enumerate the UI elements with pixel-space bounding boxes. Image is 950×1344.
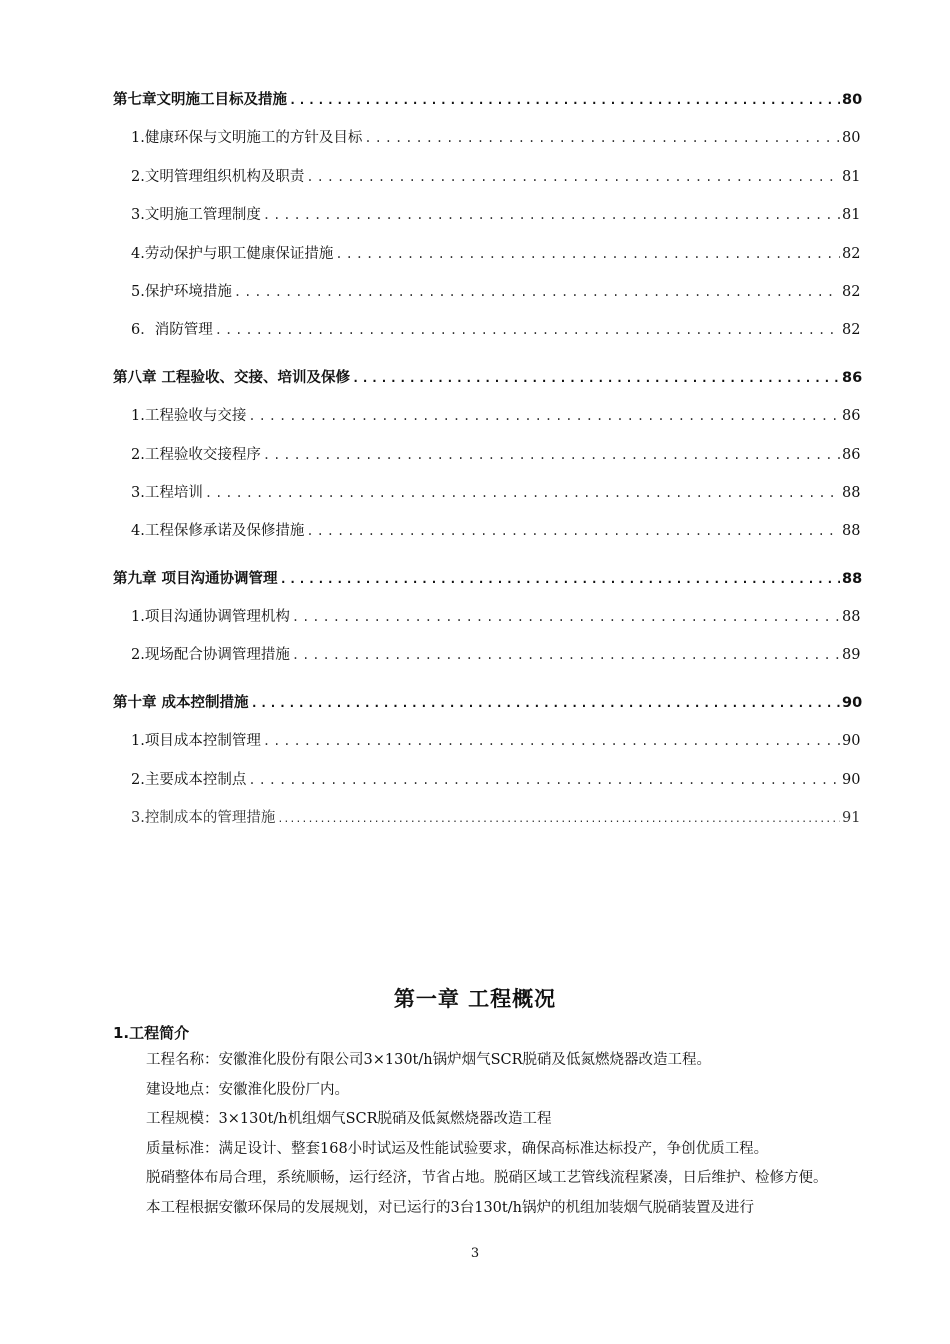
toc-entry[interactable] — [113, 443, 860, 481]
toc-entry-label: 1.健康环保与文明施工的方针及目标 — [131, 130, 363, 147]
toc-entry-page: 88 — [842, 484, 861, 501]
toc-entry[interactable] — [113, 126, 860, 164]
toc-entry-page: 88 — [842, 523, 861, 540]
toc-entry[interactable] — [113, 203, 860, 241]
toc-leader-dots — [248, 768, 840, 792]
toc-leader-dots — [292, 643, 840, 667]
toc-entry-label: 3.控制成本的管理措施 — [131, 810, 276, 827]
paragraph: 建设地点：安徽淮化股份厂内。 — [146, 1081, 349, 1098]
toc-entry-page: 86 — [842, 408, 861, 425]
toc-entry-page: 86 — [842, 369, 863, 386]
toc-entry[interactable] — [113, 567, 863, 605]
toc-entry[interactable] — [113, 366, 863, 404]
toc-entry-page: 90 — [842, 771, 861, 788]
toc-leader-dots — [263, 203, 840, 227]
toc-entry-label: 第十章 成本控制措施 — [113, 693, 249, 711]
toc-entry-page: 88 — [842, 570, 863, 587]
toc-entry-page: 88 — [842, 609, 861, 626]
toc-entry-label: 4.劳动保护与职工健康保证措施 — [131, 245, 334, 262]
toc-entry[interactable] — [113, 242, 860, 280]
toc-entry-page: 82 — [842, 245, 861, 262]
toc-entry[interactable] — [113, 806, 860, 844]
toc-entry-label: 5.保护环境措施 — [131, 283, 232, 300]
toc-entry-label: 3.工程培训 — [131, 484, 203, 501]
toc-entry-page: 82 — [842, 322, 861, 339]
page-number: 3 — [470, 1246, 480, 1261]
toc-entry-page: 91 — [842, 810, 861, 827]
toc-entry-page: 90 — [842, 694, 863, 711]
toc-entry-label: 3.文明施工管理制度 — [131, 207, 261, 224]
toc-leader-dots — [263, 443, 840, 467]
toc-entry[interactable] — [113, 729, 860, 767]
toc-entry-label: 6．消防管理 — [131, 322, 213, 339]
toc-entry-label: 2.工程验收交接程序 — [131, 446, 261, 463]
toc-entry-label: 4.工程保修承诺及保修措施 — [131, 523, 305, 540]
toc-entry-label: 1.工程验收与交接 — [131, 408, 247, 425]
toc-entry-label: 2.现场配合协调管理措施 — [131, 647, 290, 664]
toc-entry[interactable] — [113, 481, 860, 519]
section-heading: 1.工程简介 — [113, 1024, 190, 1042]
toc-leader-dots — [248, 404, 840, 428]
toc-leader-dots — [306, 165, 840, 189]
toc-entry[interactable] — [113, 404, 860, 442]
toc-entry-label: 第九章 项目沟通协调管理 — [113, 569, 278, 587]
toc-leader-dots — [234, 280, 840, 304]
toc-entry-label: 第八章 工程验收、交接、培训及保修 — [113, 368, 351, 386]
paragraph: 脱硝整体布局合理，系统顺畅，运行经济，节省占地。脱硝区域工艺管线流程紧凑，日后维护、检修方便。 — [146, 1170, 828, 1186]
toc-entry-label: 1.项目沟通协调管理机构 — [131, 609, 290, 626]
toc-leader-dots — [306, 519, 840, 543]
toc-leader-dots — [352, 366, 840, 390]
toc-leader-dots — [289, 88, 840, 112]
toc-entry-label: 2.文明管理组织机构及职责 — [131, 168, 305, 185]
chapter-title: 第一章 工程概况 — [393, 987, 557, 1011]
toc-leader-dots — [292, 605, 840, 629]
toc-entry-page: 81 — [842, 168, 861, 185]
toc-entry[interactable] — [113, 318, 860, 356]
toc-entry[interactable] — [113, 88, 863, 126]
body-text — [113, 1046, 863, 1223]
toc-leader-dots — [205, 481, 840, 505]
toc-leader-dots — [364, 126, 840, 150]
toc-entry[interactable] — [113, 519, 860, 557]
toc-entry-page: 81 — [842, 207, 861, 224]
toc-entry[interactable] — [113, 768, 860, 806]
toc-leader-dots — [335, 242, 840, 266]
toc-entry[interactable] — [113, 643, 860, 681]
toc-entry-label: 2.主要成本控制点 — [131, 771, 247, 788]
toc-leader-dots — [251, 691, 840, 715]
toc-leader-dots — [215, 318, 840, 342]
toc-leader-dots — [263, 729, 840, 753]
paragraph: 质量标准：满足设计、整套168小时试运及性能试验要求，确保高标准达标投产，争创优质工程。 — [146, 1140, 769, 1157]
paragraph: 本工程根据安徽环保局的发展规划，对已运行的3台130t/h锅炉的机组加装烟气脱硝装置及进行 — [146, 1199, 754, 1216]
toc-entry[interactable] — [113, 165, 860, 203]
toc-entry-page: 80 — [842, 130, 861, 147]
toc-entry-page: 82 — [842, 283, 861, 300]
toc-entry-label: 1.项目成本控制管理 — [131, 733, 261, 750]
toc-entry[interactable] — [113, 691, 863, 729]
toc-entry-page: 86 — [842, 446, 861, 463]
toc-entry[interactable] — [113, 280, 860, 318]
toc-entry-page: 89 — [842, 647, 861, 664]
toc-leader-dots — [280, 567, 840, 591]
table-of-contents — [113, 88, 863, 844]
paragraph: 工程名称：安徽淮化股份有限公司3×130t/h锅炉烟气SCR脱硝及低氮燃烧器改造工程。 — [146, 1052, 712, 1068]
toc-entry-page: 90 — [842, 733, 861, 750]
toc-entry-page: 80 — [842, 92, 863, 108]
paragraph: 工程规模：3×130t/h机组烟气SCR脱硝及低氮燃烧器改造工程 — [146, 1111, 552, 1127]
toc-entry-label: 第七章文明施工目标及措施 — [113, 91, 287, 108]
toc-entry[interactable] — [113, 605, 860, 643]
toc-leader-dots — [277, 808, 840, 832]
